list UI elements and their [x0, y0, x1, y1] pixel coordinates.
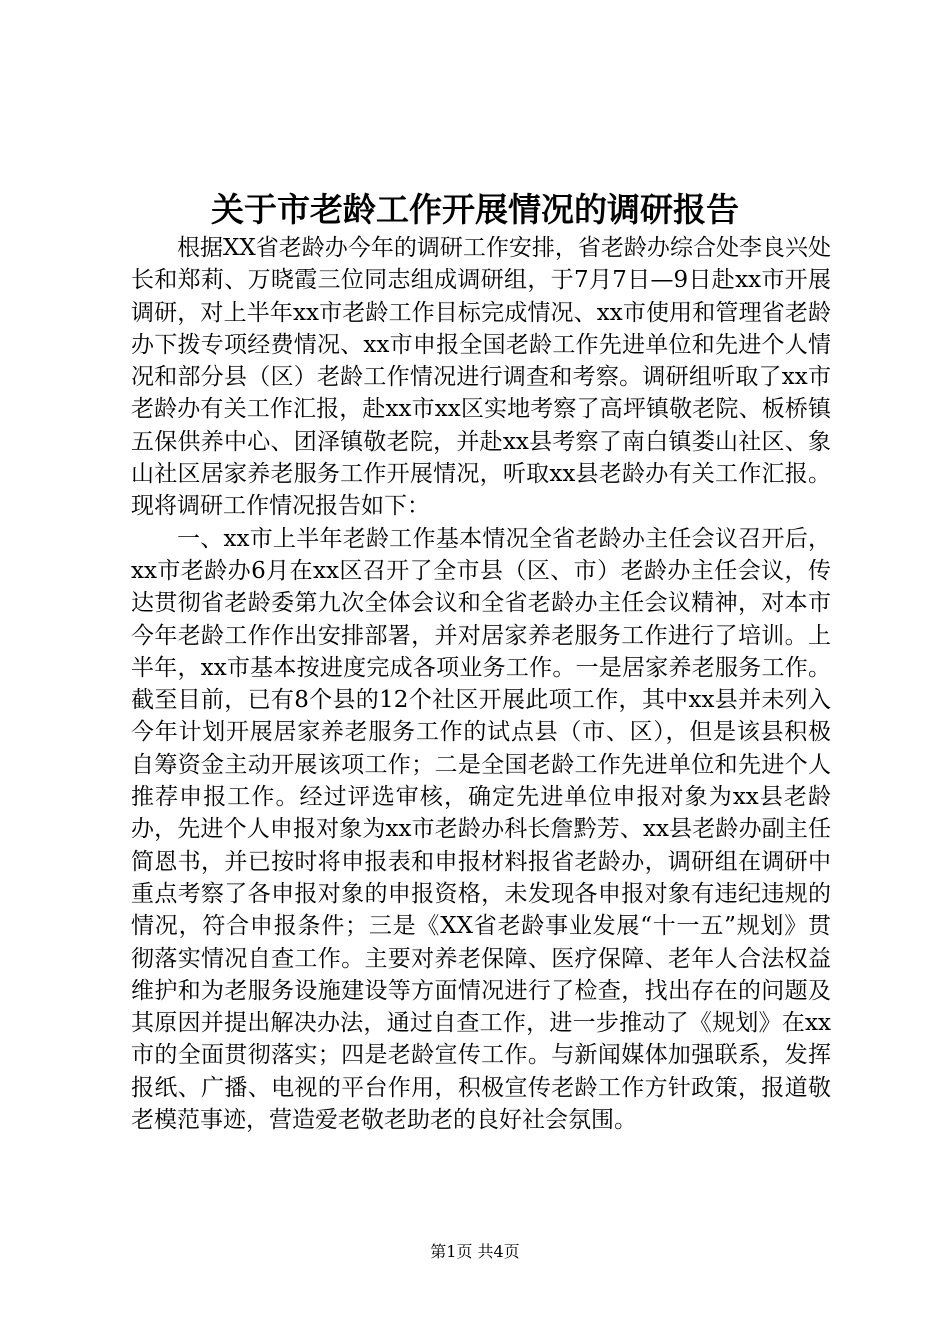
paragraph-section-one: 一、xx市上半年老龄工作基本情况全省老龄办主任会议召开后，xx市老龄办6月在xx区召开了全市县（区、市）老龄办主任会议，传达贯彻省老龄委第九次全体会议和全省老龄办主任会议精神，对本市今年老龄工作作出安排部署，并对居家养老服务工作进行了培训。上半年，xx市基本按进度完成各项业务工作。一是居家养老服务工作。截至目前，已有8个县的12个社区开展此项工作，其中xx县并未列入今年计划开展居家养老服务工作的试点县（市、区），但是该县积极自筹资金主动开展该项工作；二是全国老龄工作先进单位和先进个人推荐申报工作。经过评选审核，确定先进单位申报对象为xx县老龄办，先进个人申报对象为xx市老龄办科长詹黔芳、xx县老龄办副主任简恩书，并已按时将申报表和申报材料报省老龄办，调研组在调研中重点考察了各申报对象的申报资格，未发现各申报对象有违纪违规的情况，符合申报条件；三是《XX省老龄事业发展“十一五”规划》贯彻落实情况自查工作。主要对养老保障、医疗保障、老年人合法权益维护和为老服务设施建设等方面情况进行了检查，找出存在的问题及其原因并提出解决办法，通过自查工作，进一步推动了《规划》在xx市的全面贯彻落实；四是老龄宣传工作。与新闻媒体加强联系，发挥报纸、广播、电视的平台作用，积极宣传老龄工作方针政策，报道敬老模范事迹，营造爱老敬老助老的良好社会氛围。 — [131, 525, 831, 1134]
document-body — [131, 232, 831, 1136]
page-footer: 第1页 共4页 — [430, 1242, 520, 1261]
paragraph-intro: 根据XX省老龄办今年的调研工作安排，省老龄办综合处李良兴处长和郑莉、万晓霞三位同志组成调研组，于7月7日—9日赴xx市开展调研，对上半年xx市老龄工作目标完成情况、xx市使用和管理省老龄办下拨专项经费情况、xx市申报全国老龄工作先进单位和先进个人情况和部分县（区）老龄工作情况进行调查和考察。调研组听取了xx市老龄办有关工作汇报，赴xx市xx区实地考察了高坪镇敬老院、板桥镇五保供养中心、团泽镇敬老院，并赴xx县考察了南白镇娄山社区、象山社区居家养老服务工作开展情况，听取xx县老龄办有关工作汇报。现将调研工作情况报告如下： — [131, 235, 831, 520]
document-title: 关于市老龄工作开展情况的调研报告 — [211, 190, 739, 229]
